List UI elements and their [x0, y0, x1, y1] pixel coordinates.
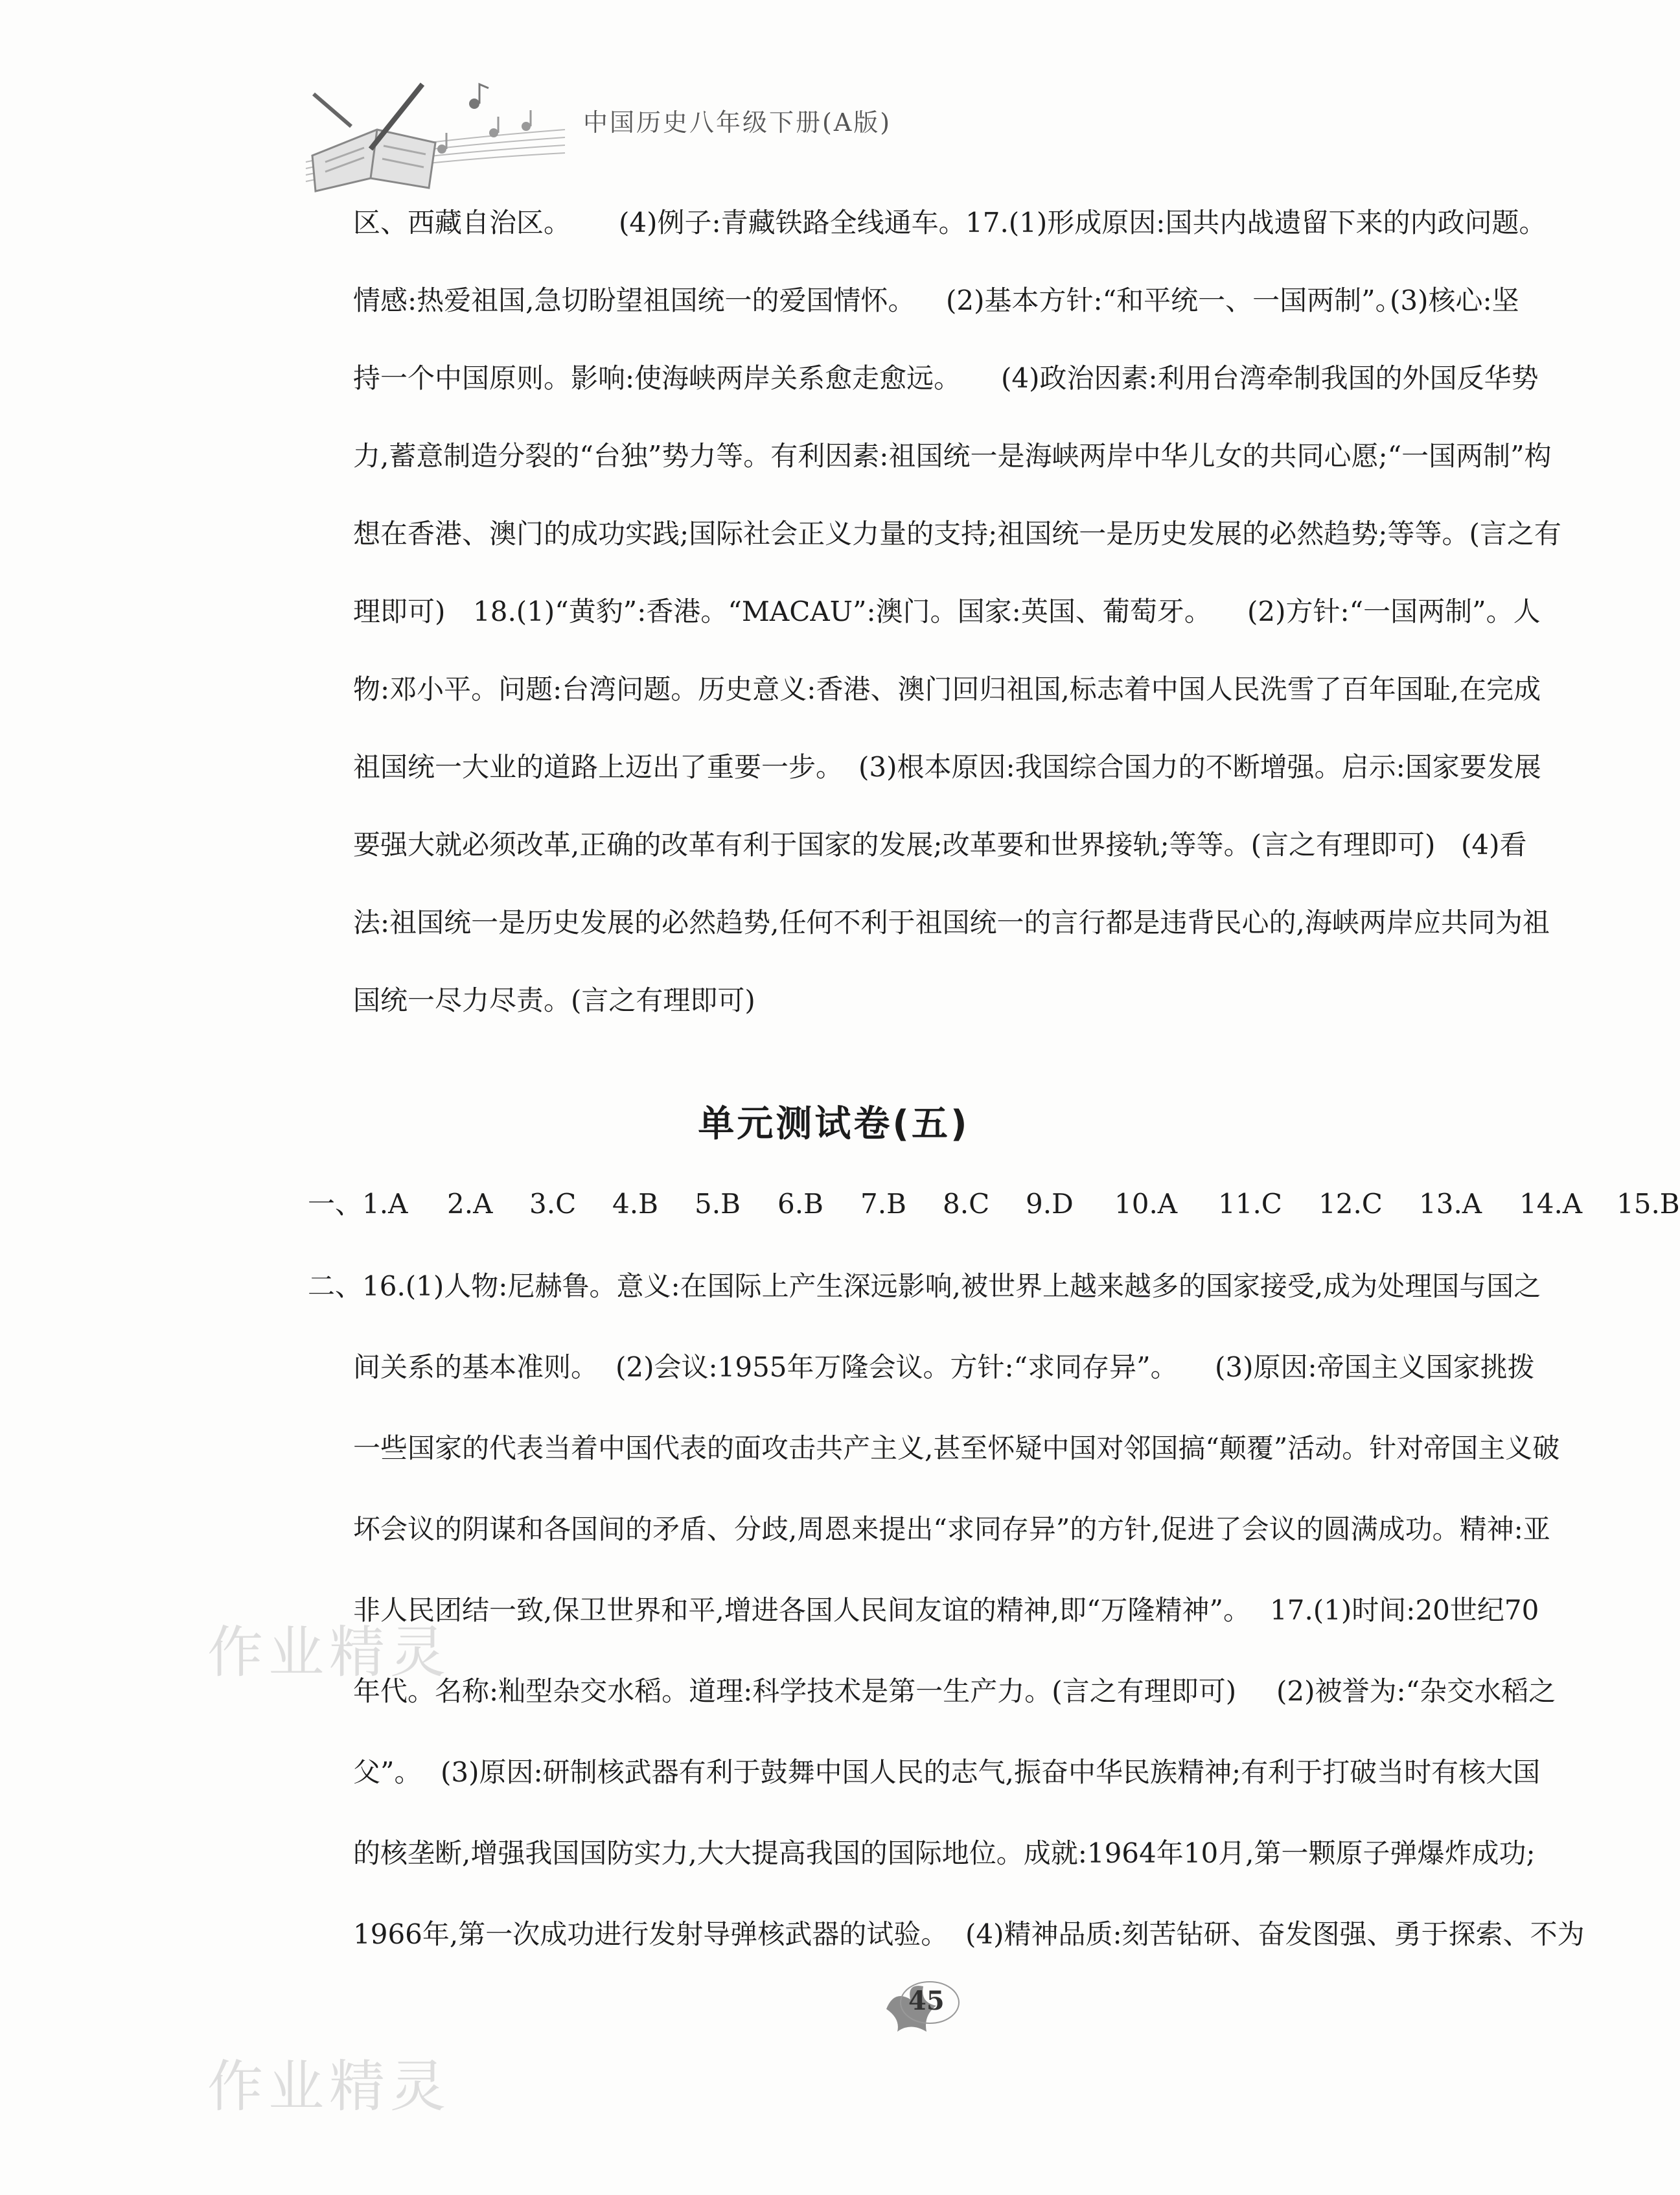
- answer-line: 的核垄断,增强我国国防实力,大大提高我国的国际地位。成就:1964年10月,第一颗原子弹爆炸成功;: [353, 1837, 1536, 1869]
- answer-line: 一些国家的代表当着中国代表的面攻击共产主义,甚至怀疑中国对邻国搞“颠覆”活动。针对帝国主义破: [353, 1432, 1560, 1464]
- answer-line: 非人民团结一致,保卫世界和平,增进各国人民间友谊的精神,即“万隆精神”。 17.(1)时间:20世纪70: [353, 1594, 1539, 1626]
- page-number-badge: [875, 1970, 972, 2041]
- answer-line: 坏会议的阴谋和各国间的矛盾、分歧,周恩来提出“求同存异”的方针,促进了会议的圆满成功。精神:亚: [353, 1513, 1550, 1545]
- answer-line: 想在香港、澳门的成功实践;国际社会正义力量的支持;祖国统一是历史发展的必然趋势;等等。(言之有: [353, 518, 1561, 550]
- answer-line: 法:祖国统一是历史发展的必然趋势,任何不利于祖国统一的言行都是违背民心的,海峡两岸应共同为祖: [353, 907, 1550, 938]
- answer-line: 区、西藏自治区。 (4)例子:青藏铁路全线通车。 17.(1)形成原因:国共内战遗留下来的内政问题。: [353, 207, 1547, 238]
- answer-line: 理即可) 18.(1)“黄豹”:香港。“MACAU”:澳门。国家:英国、葡萄牙。 (2)方针:“一国两制”。人: [353, 596, 1541, 627]
- answer-line: 持一个中国原则。影响:使海峡两岸关系愈走愈远。 (4)政治因素:利用台湾牵制我国的外国反华势: [353, 362, 1539, 394]
- answer-line: 力,蓄意制造分裂的“台独”势力等。有利因素:祖国统一是海峡两岸中华儿女的共同心愿;“一国两制”构: [353, 440, 1552, 472]
- answer-line: 年代。名称:籼型杂交水稻。道理:科学技术是第一生产力。(言之有理即可) (2)被誉为:“杂交水稻之: [353, 1675, 1556, 1707]
- header-title: 中国历史八年级下册(A版): [583, 108, 892, 137]
- watermark: 作业精灵: [207, 1620, 451, 1685]
- answer-line: 物:邓小平。问题:台湾问题。历史意义:香港、澳门回归祖国,标志着中国人民洗雪了百年国耻,在完成: [353, 673, 1541, 705]
- answer-line: 要强大就必须改革,正确的改革有利于国家的发展;改革要和世界接轨;等等。(言之有理即可) (4)看: [353, 829, 1527, 861]
- answer-line: 父”。 (3)原因:研制核武器有利于鼓舞中国人民的志气,振奋中华民族精神;有利于打破当时有核大国: [353, 1756, 1541, 1788]
- answer-line: 间关系的基本准则。 (2)会议:1955年万隆会议。方针:“求同存异”。 (3)原因:帝国主义国家挑拨: [353, 1351, 1535, 1383]
- page-number: 45: [908, 1986, 945, 2016]
- watermark: 作业精灵: [207, 2054, 451, 2119]
- answer-line: 二、16.(1)人物:尼赫鲁。意义:在国际上产生深远影响,被世界上越来越多的国家接受,成为处理国与国之: [308, 1270, 1541, 1302]
- answer-line: 1966年,第一次成功进行发射导弹核武器的试验。 (4)精神品质:刻苦钻研、奋发图强、勇于探索、不为: [353, 1918, 1585, 1950]
- answer-line: 国统一尽力尽责。(言之有理即可): [353, 984, 755, 1016]
- header-book-logo: [299, 65, 571, 194]
- answer-line: 祖国统一大业的道路上迈出了重要一步。 (3)根本原因:我国综合国力的不断增强。启示:国家要发展: [353, 751, 1541, 783]
- section-title: 单元测试卷(五): [698, 1103, 970, 1145]
- answer-line: 情感:热爱祖国,急切盼望祖国统一的爱国情怀。 (2)基本方针:“和平统一、一国两制”。 (3)核心:坚: [353, 285, 1519, 316]
